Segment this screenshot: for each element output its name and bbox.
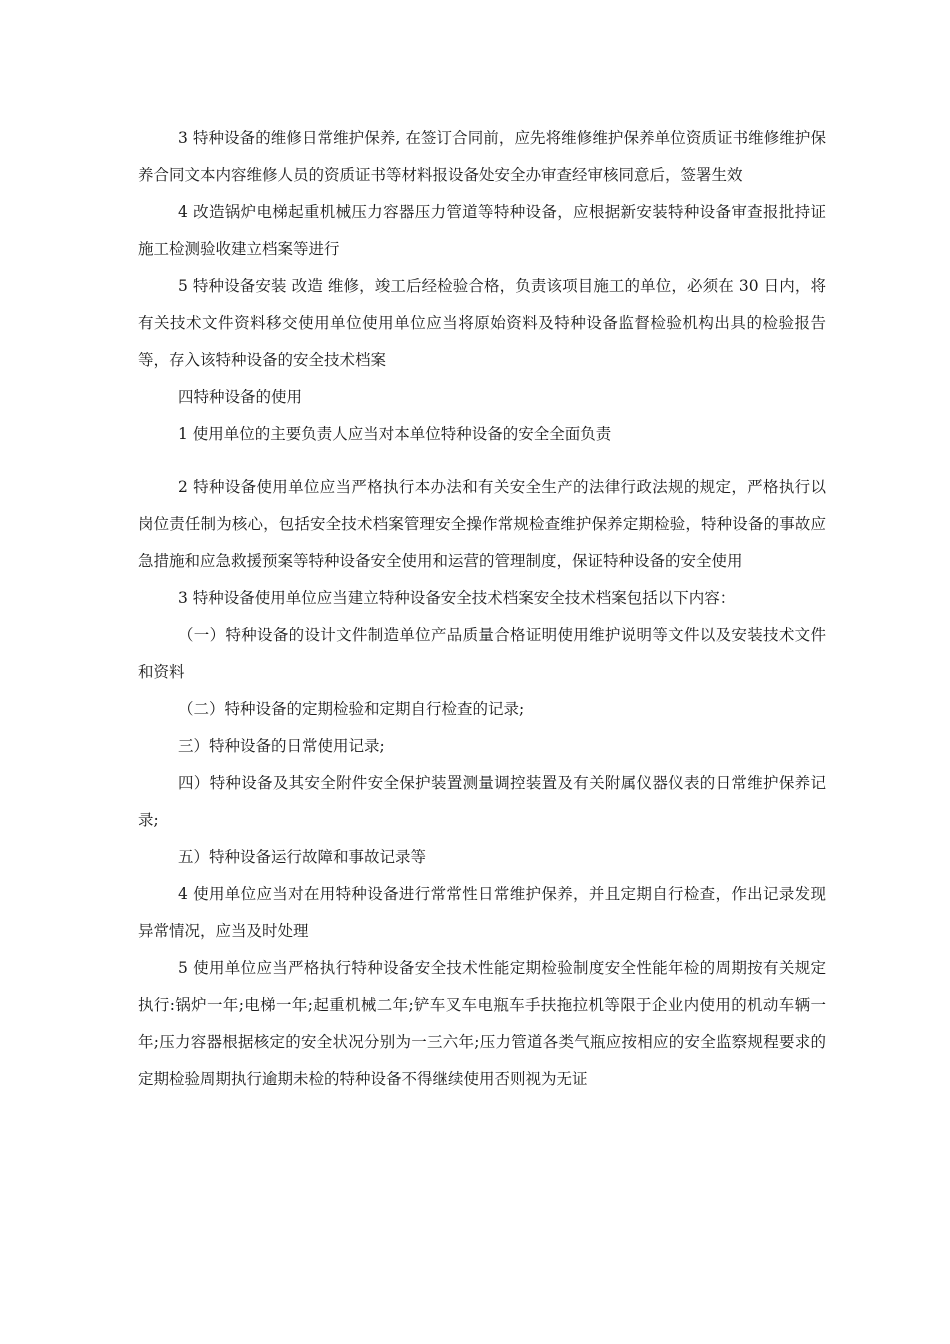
list-item-design-documents: （一）特种设备的设计文件制造单位产品质量合格证明使用维护说明等文件以及安装技术文件和资料 <box>138 626 826 681</box>
paragraph-installation-records: 5 特种设备安装 改造 维修，竣工后经检验合格，负责该项目施工的单位，必须在 30 日内，将有关技术文件资料移交使用单位使用单位应当将原始资料及特种设备监督检验机构出具的检验报告等，存入该特种设备的安全技术档案 <box>138 277 826 369</box>
paragraph-retrofit: 4 改造锅炉电梯起重机械压力容器压力管道等特种设备，应根据新安装特种设备审查报批持证施工检测验收建立档案等进行 <box>138 203 826 258</box>
paragraph-management-system: 2 特种设备使用单位应当严格执行本办法和有关安全生产的法律行政法规的规定，严格执行以岗位责任制为核心，包括安全技术档案管理安全操作常规检查维护保养定期检验，特种设备的事故应急措施和应急救援预案等特种设备安全使用和运营的管理制度，保证特种设备的安全使用 <box>138 478 826 570</box>
list-item-inspection-records: （二）特种设备的定期检验和定期自行检查的记录; <box>178 700 525 718</box>
document-body <box>138 120 826 1098</box>
list-item-daily-use-records: 三）特种设备的日常使用记录; <box>178 737 385 755</box>
paragraph-maintenance-contract: 3 特种设备的维修日常维护保养, 在签订合同前，应先将维修维护保养单位资质证书维修维护保养合同文本内容维修人员的资质证书等材料报设备处安全办审查经审核同意后，签署生效 <box>138 129 826 184</box>
paragraph-technical-archive: 3 特种设备使用单位应当建立特种设备安全技术档案安全技术档案包括以下内容： <box>178 589 736 607</box>
list-item-maintenance-records: 四）特种设备及其安全附件安全保护装置测量调控装置及有关附属仪器仪表的日常维护保养记录; <box>138 774 826 829</box>
section-heading-usage: 四特种设备的使用 <box>178 388 303 406</box>
list-item-fault-records: 五）特种设备运行故障和事故记录等 <box>178 848 427 866</box>
paragraph-responsibility: 1 使用单位的主要负责人应当对本单位特种设备的安全全面负责 <box>178 425 612 443</box>
paragraph-daily-maintenance: 4 使用单位应当对在用特种设备进行常常性日常维护保养，并且定期自行检查，作出记录发现异常情况，应当及时处理 <box>138 885 826 940</box>
paragraph-periodic-inspection: 5 使用单位应当严格执行特种设备安全技术性能定期检验制度安全性能年检的周期按有关规定执行:锅炉一年;电梯一年;起重机械二年;铲车叉车电瓶车手扶拖拉机等限于企业内使用的机动车辆一年;压力容器根据核定的安全状况分别为一三六年;压力管道各类气瓶应按相应的安全监察规程要求的定期检验周期执行逾期未检的特种设备不得继续使用否则视为无证 <box>138 959 826 1088</box>
